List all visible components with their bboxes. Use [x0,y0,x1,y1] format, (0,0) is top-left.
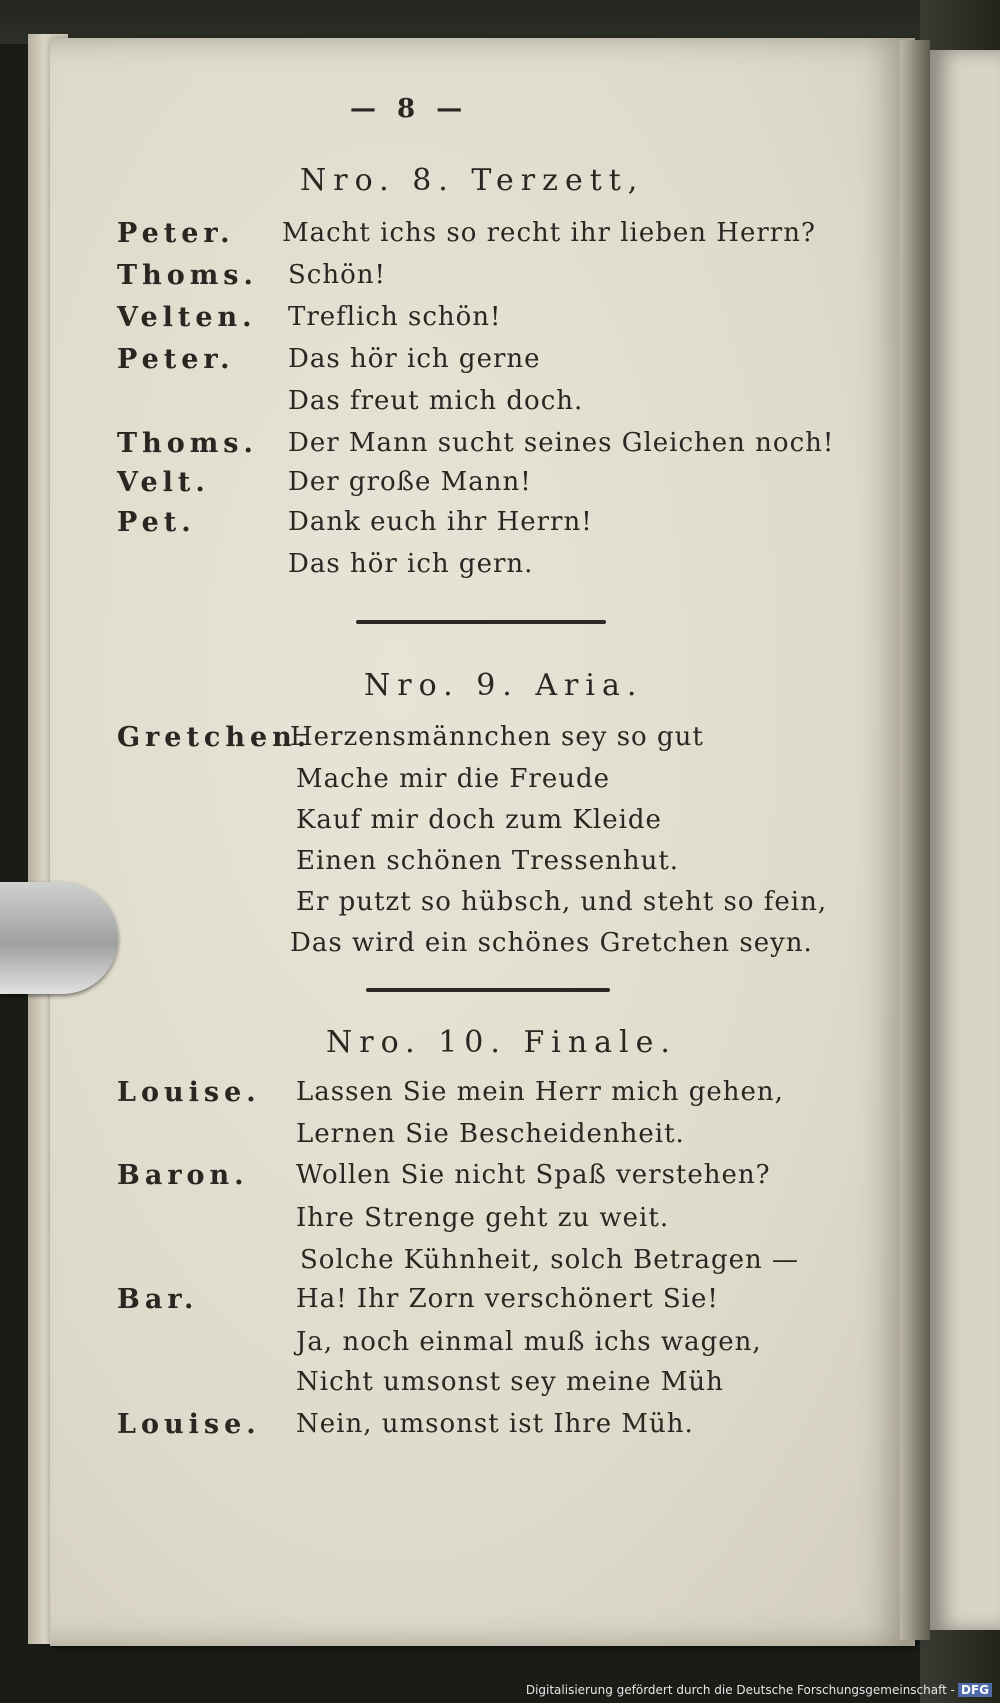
speaker-label: Peter. [117,344,235,375]
verse-line: Der Mann sucht seines Gleichen noch! [288,428,835,458]
dfg-logo: DFG [958,1683,992,1697]
speaker-label: Pet. [117,507,196,538]
verse-line: Schön! [288,260,386,290]
page-number: — 8 — [350,94,469,124]
speaker-label: Louise. [117,1077,261,1108]
section-heading: Nro. 10. Finale. [326,1025,677,1060]
verse-line: Er putzt so hübsch, und steht so fein, [296,887,828,917]
speaker-label: Velten. [117,302,257,333]
section-divider [366,988,610,992]
speaker-label: Velt. [117,467,210,498]
verse-line: Einen schönen Tressenhut. [296,846,680,876]
verse-line: Solche Kühnheit, solch Betragen — [300,1245,800,1275]
verse-line: Macht ichs so recht ihr lieben Herrn? [282,218,816,248]
verse-line: Mache mir die Freude [296,764,610,794]
verse-line: Treflich schön! [288,302,502,332]
page-clip [0,882,118,994]
speaker-label: Thoms. [117,260,258,291]
verse-line: Nein, umsonst ist Ihre Müh. [296,1409,694,1439]
section-heading: Nro. 9. Aria. [364,668,644,703]
speaker-label: Bar. [117,1284,199,1315]
verse-line: Lernen Sie Bescheidenheit. [296,1119,685,1149]
verse-line: Ihre Strenge geht zu weit. [296,1203,670,1233]
verse-line: Kauf mir doch zum Kleide [296,805,662,835]
speaker-label: Louise. [117,1409,261,1440]
verse-line: Das wird ein schönes Gretchen seyn. [290,928,813,958]
verse-line: Dank euch ihr Herrn! [288,507,593,537]
digitization-credit [526,1683,992,1697]
verse-line: Wollen Sie nicht Spaß verstehen? [296,1160,771,1190]
section-heading: Nro. 8. Terzett, [300,163,645,198]
verse-line: Das hör ich gerne [288,344,541,374]
verse-line: Das hör ich gern. [288,549,534,579]
speaker-label: Thoms. [117,428,258,459]
verse-line: Ja, noch einmal muß ichs wagen, [296,1327,762,1357]
verse-line: Lassen Sie mein Herr mich gehen, [296,1077,784,1107]
verse-line: Nicht umsonst sey meine Müh [296,1367,724,1397]
section-divider [356,620,606,624]
verse-line: Das freut mich doch. [288,386,584,416]
speaker-label: Peter. [117,218,235,249]
verse-line: Ha! Ihr Zorn verschönert Sie! [296,1284,719,1314]
verse-line: Herzensmännchen sey so gut [290,722,704,752]
book-gutter [900,40,930,1640]
speaker-label: Gretchen. [117,722,312,753]
speaker-label: Baron. [117,1160,249,1191]
adjacent-page [930,50,1000,1630]
verse-line: Der große Mann! [288,467,532,497]
credit-text: Digitalisierung gefördert durch die Deutsche Forschungsgemeinschaft - [525,1683,955,1697]
